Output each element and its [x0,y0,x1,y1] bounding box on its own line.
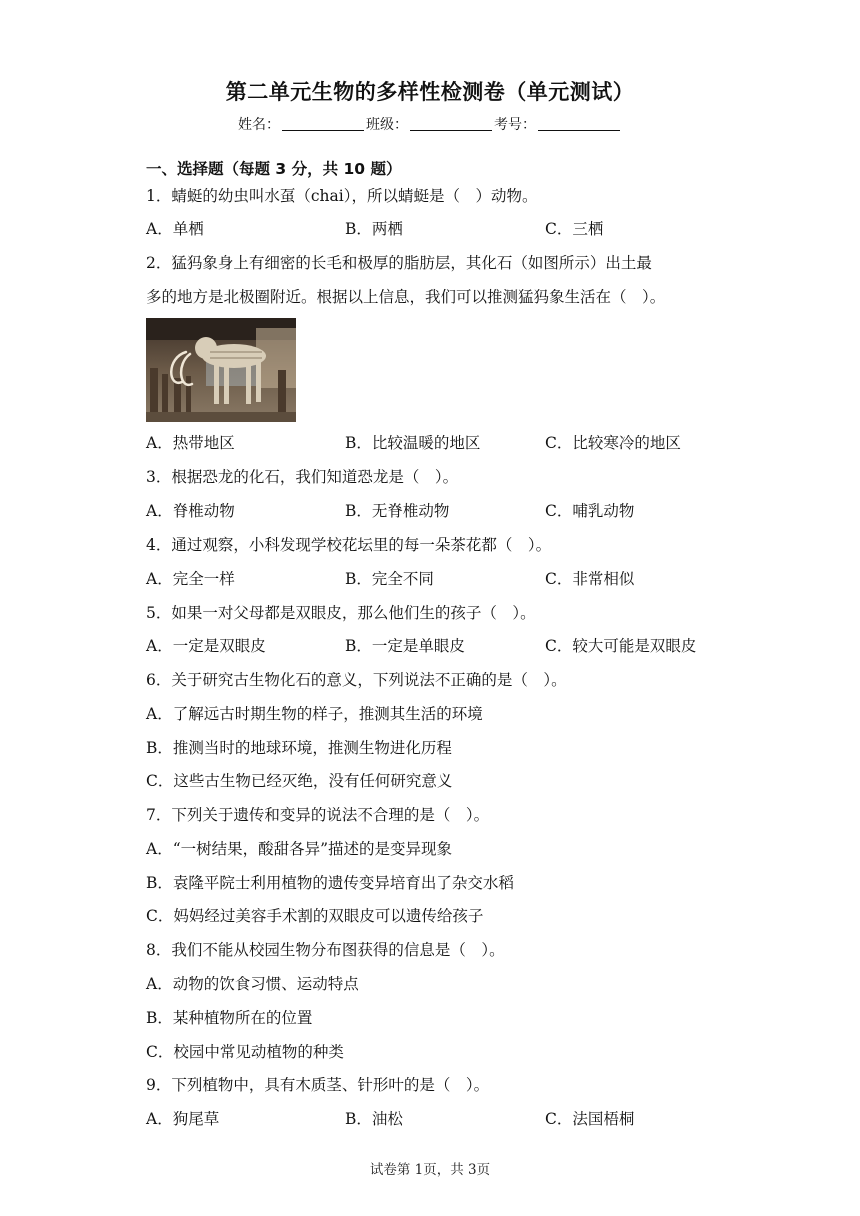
question-9-option-a: A．狗尾草 [146,1110,220,1128]
question-3-option-b: B．无脊椎动物 [345,502,450,520]
mammoth-fossil-photo [146,318,296,422]
name-label: 姓名： [238,117,280,133]
question-6-option-a: A．了解远古时期生物的样子，推测其生活的环境 [146,705,483,723]
question-2-option-a: A．热带地区 [146,434,235,452]
question-5-stem: 5．如果一对父母都是双眼皮，那么他们生的孩子（ ）。 [146,604,536,622]
question-5-option-c: C．较大可能是双眼皮 [545,637,697,655]
question-7-option-c: C．妈妈经过美容手术割的双眼皮可以遗传给孩子 [146,907,484,925]
question-6-stem: 6．关于研究古生物化石的意义，下列说法不正确的是（ ）。 [146,671,567,689]
question-8-option-c: C．校园中常见动植物的种类 [146,1043,344,1061]
class-blank[interactable] [410,116,492,131]
question-8-option-a: A．动物的饮食习惯、运动特点 [146,975,359,993]
question-3-option-a: A．脊椎动物 [146,502,235,520]
question-7-option-a: A．“一树结果，酸甜各异”描述的是变异现象 [146,840,453,858]
exam-no-label: 考号： [494,117,536,133]
question-9-stem: 9．下列植物中，具有木质茎、针形叶的是（ ）。 [146,1076,490,1094]
question-5-option-a: A．一定是双眼皮 [146,637,266,655]
section-heading: 一、选择题（每题 3 分，共 10 题） [146,160,402,178]
class-label: 班级： [366,117,408,133]
question-4-option-c: C．非常相似 [545,570,635,588]
question-2-option-c: C．比较寒冷的地区 [545,434,681,452]
question-4-option-b: B．完全不同 [345,570,434,588]
page-footer: 试卷第 1页，共 3页 [369,1162,491,1178]
question-1-option-c: C．三栖 [545,220,604,238]
question-2-stem-line-1: 2．猛犸象身上有细密的长毛和极厚的脂肪层，其化石（如图所示）出土最 [146,254,652,272]
question-1-stem: 1．蜻蜓的幼虫叫水虿（chai），所以蜻蜓是（ ）动物。 [146,187,538,205]
question-8-option-b: B．某种植物所在的位置 [146,1009,313,1027]
exam-no-blank[interactable] [538,116,620,131]
question-9-option-b: B．油松 [345,1110,403,1128]
question-4-stem: 4．通过观察，小科发现学校花坛里的每一朵茶花都（ ）。 [146,536,552,554]
question-4-option-a: A．完全一样 [146,570,235,588]
name-blank[interactable] [282,116,364,131]
student-info-line [0,114,860,134]
question-7-stem: 7．下列关于遗传和变异的说法不合理的是（ ）。 [146,806,490,824]
question-5-option-b: B．一定是单眼皮 [345,637,465,655]
question-2-option-b: B．比较温暖的地区 [345,434,481,452]
question-8-stem: 8．我们不能从校园生物分布图获得的信息是（ ）。 [146,941,505,959]
question-1-option-b: B．两栖 [345,220,403,238]
question-3-stem: 3．根据恐龙的化石，我们知道恐龙是（ ）。 [146,468,459,486]
question-6-option-b: B．推测当时的地球环境，推测生物进化历程 [146,739,452,757]
question-6-option-c: C．这些古生物已经灭绝，没有任何研究意义 [146,772,453,790]
question-3-option-c: C．哺乳动物 [545,502,635,520]
page-title: 第二单元生物的多样性检测卷（单元测试） [225,80,635,104]
question-1-option-a: A．单栖 [146,220,204,238]
question-9-option-c: C．法国梧桐 [545,1110,635,1128]
question-2-stem-line-2: 多的地方是北极圈附近。根据以上信息，我们可以推测猛犸象生活在（ ）。 [146,288,666,306]
question-7-option-b: B．袁隆平院士利用植物的遗传变异培育出了杂交水稻 [146,874,514,892]
